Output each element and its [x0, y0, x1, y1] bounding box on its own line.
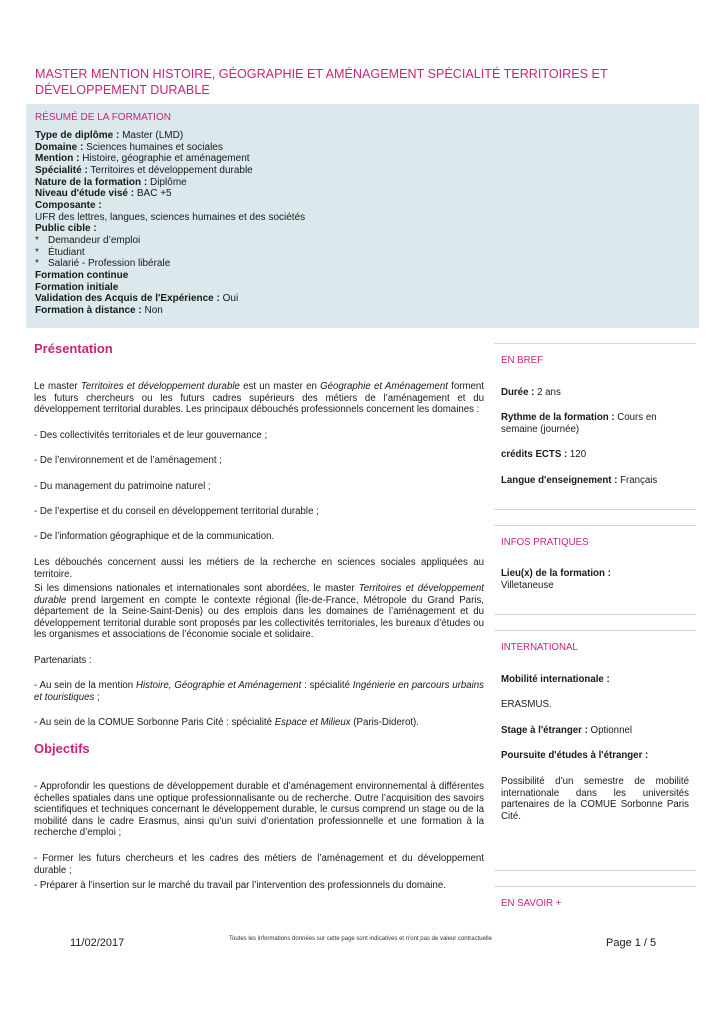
resume-body — [35, 130, 305, 317]
divider — [494, 870, 696, 871]
lieu-label: Lieu(x) de la formation : — [501, 568, 611, 579]
resume-distance: Formation à distance : Non — [35, 304, 163, 316]
international-heading: INTERNATIONAL — [501, 642, 578, 653]
presentation-recherche: Les débouchés concernent aussi les métiers de la recherche en sciences sociales appliquées au territoire. — [34, 557, 484, 580]
en-savoir-plus-link[interactable]: EN SAVOIR + — [501, 898, 562, 909]
resume-heading: RÉSUMÉ DE LA FORMATION — [35, 112, 171, 123]
list-item: - Former les futurs chercheurs et les cadres des métiers de l’aménagement et du développement durable ; — [34, 853, 484, 876]
list-item: - De l’expertise et du conseil en développement territorial durable ; — [34, 506, 319, 517]
presentation-heading: Présentation — [34, 341, 113, 356]
resume-niveau: Niveau d'étude visé : BAC +5 — [35, 188, 172, 200]
list-item: - Préparer à l’insertion sur le marché du travail par l’intervention des professionnels du domaine. — [34, 880, 446, 891]
resume-mention: Mention : Histoire, géographie et aménagement — [35, 153, 250, 165]
divider — [494, 614, 696, 615]
en-bref-heading: EN BREF — [501, 355, 543, 366]
resume-continue: Formation continue — [35, 269, 129, 281]
poursuite-value: Possibilité d’un semestre de mobilité internationale dans les universités partenaires de la COMUE Sorbonne Paris Cité. — [501, 776, 689, 822]
objectifs-heading: Objectifs — [34, 741, 90, 756]
footer-note: Toutes les informations données sur cette page sont indicatives et n'ont pas de valeur contractuelle — [229, 936, 492, 942]
divider — [494, 630, 696, 631]
duree: Durée : 2 ans — [501, 387, 561, 398]
list-item: - De l’environnement et de l’aménagement ; — [34, 455, 222, 466]
langue: Langue d'enseignement : Français — [501, 475, 658, 486]
resume-specialite: Spécialité : Territoires et développement durable — [35, 164, 253, 176]
resume-type: Type de diplôme : Master (LMD) — [35, 130, 184, 141]
resume-public-label: Public cible : — [35, 223, 97, 235]
partenariats-label: Partenariats : — [34, 655, 92, 666]
page-number: Page 1 / 5 — [606, 937, 657, 949]
presentation-dimensions: Si les dimensions nationales et internationales sont abordées, le master Territoires et développement durable prend largement en compte le contexte régional (Île-de-France, Métropole du Grand Paris, département de la Seine-Saint-Denis) ou des emplois dans les domaines de l’aménagement et du développement territorial durable sont proposés par les collectivités territoriales, les bureaux d’études ou les organismes et associations de l’économie sociale et solidaire. — [34, 583, 484, 641]
poursuite-label: Poursuite d'études à l'étranger : — [501, 750, 649, 761]
divider — [494, 886, 696, 887]
presentation-intro: Le master Territoires et développement durable est un master en Géographie et Aménagement forment les futurs chercheurs ou les futurs cadres supérieurs des métiers de l’aménagement et du développement territorial durables. Les principaux débouchés professionnels concernent les domaines : — [34, 381, 484, 416]
resume-vae: Validation des Acquis de l'Expérience : Oui — [35, 293, 239, 305]
resume-composante-value: UFR des lettres, langues, sciences humaines et des sociétés — [35, 211, 306, 223]
list-item: - De l’information géographique et de la communication. — [34, 531, 275, 542]
resume-domaine: Domaine : Sciences humaines et sociales — [35, 141, 223, 153]
divider — [494, 509, 696, 510]
stage-etranger: Stage à l'étranger : Optionnel — [501, 725, 633, 736]
divider — [494, 343, 696, 344]
resume-panel — [26, 104, 699, 328]
list-item: * Demandeur d’emploi — [35, 234, 141, 246]
lieu-value: Villetaneuse — [501, 580, 554, 591]
footer-date: 11/02/2017 — [70, 937, 125, 949]
credits-ects: crédits ECTS : 120 — [501, 449, 587, 460]
resume-initiale: Formation initiale — [35, 281, 119, 293]
resume-composante-label: Composante : — [35, 199, 102, 211]
divider — [494, 525, 696, 526]
list-item: - Du management du patrimoine naturel ; — [34, 481, 211, 492]
mobilite-value: ERASMUS. — [501, 699, 552, 710]
list-item: - Approfondir les questions de développement durable et d’aménagement environnemental à différentes échelles spatiales dans une optique professionnalisante ou de recherche. Outre l’acquisition des savoirs scientifiques et techniques concernant le développement durable, le cursus comprend un stage ou de la mobilité dans le cadre Erasmus, ainsi qu’un suivi d’orientation professionnelle et une formation à la recherche d’emploi ; — [34, 781, 484, 839]
resume-nature: Nature de la formation : Diplôme — [35, 176, 187, 188]
infos-pratiques-heading: INFOS PRATIQUES — [501, 537, 589, 548]
list-item: - Des collectivités territoriales et de leur gouvernance ; — [34, 430, 268, 441]
list-item: * Étudiant — [35, 246, 85, 258]
mobilite-label: Mobilité internationale : — [501, 674, 610, 685]
page-title: MASTER MENTION HISTOIRE, GÉOGRAPHIE ET AMÉNAGEMENT SPÉCIALITÉ TERRITOIRES ET DÉVELOPPEMENT DURABLE — [35, 67, 608, 97]
rythme: Rythme de la formation : Cours en semaine (journée) — [501, 412, 657, 435]
partenariat-item: - Au sein de la mention Histoire, Géographie et Aménagement : spécialité Ingénierie en parcours urbains et touristiques ; — [34, 680, 484, 703]
list-item: * Salarié - Profession libérale — [35, 258, 171, 270]
partenariat-item: - Au sein de la COMUE Sorbonne Paris Cité : spécialité Espace et Milieux (Paris-Diderot). — [34, 717, 419, 728]
